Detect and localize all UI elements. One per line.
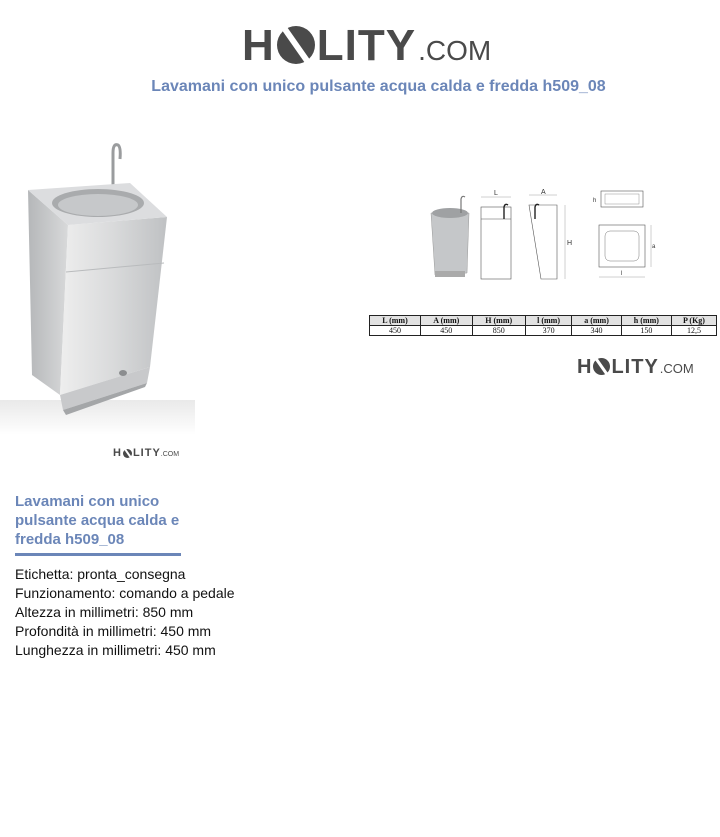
attribute-value: 450 mm: [165, 642, 216, 658]
page-title: Lavamani con unico pulsante acqua calda e fredda h509_08: [151, 78, 606, 95]
specs-header-row: [370, 316, 717, 326]
attribute-label: Lunghezza in millimetri: [15, 642, 158, 658]
photo-logo-suffix: .COM: [160, 451, 180, 458]
attribute-row: Funzionamento: comando a pedale: [15, 585, 235, 601]
attribute-label: Etichetta: [15, 566, 70, 582]
specs-value-cell: 850: [472, 326, 525, 336]
product-name: Lavamani con unico pulsante acqua calda e fredda h509_08: [15, 493, 180, 548]
attribute-value: 450 mm: [160, 623, 212, 639]
attribute-value: 850 mm: [142, 604, 194, 620]
product-photo: [0, 135, 195, 435]
logo-text-right: LITY: [316, 21, 417, 70]
attribute-row: Altezza in millimetri: 850 mm: [15, 604, 194, 620]
attribute-label: Funzionamento: [15, 585, 112, 601]
photo-logo-text-left: H: [113, 447, 122, 459]
logo-text-left: H: [242, 21, 275, 70]
specs-header-cell: l (mm): [525, 316, 572, 326]
specs-value-cell: 12,5: [671, 326, 716, 336]
photo-logo-text-right: LITY: [132, 447, 161, 459]
specs-header-cell: h (mm): [621, 316, 671, 326]
specs-header-cell: P (Kg): [671, 316, 716, 326]
specs-header-cell: a (mm): [572, 316, 621, 326]
specs-header-cell: A (mm): [420, 316, 472, 326]
diagram-logo-suffix: .COM: [659, 361, 694, 376]
holity-logo[interactable]: [242, 18, 491, 68]
attribute-label: Profondità in millimetri: [15, 623, 153, 639]
attribute-row: Etichetta: pronta_consegna: [15, 566, 186, 582]
diagram-logo-text-right: LITY: [611, 356, 659, 378]
attribute-row: Lunghezza in millimetri: 450 mm: [15, 642, 216, 658]
specs-value-cell: 450: [370, 326, 421, 336]
specs-header-cell: H (mm): [472, 316, 525, 326]
logo-suffix: .COM: [418, 35, 492, 66]
product-attributes: [15, 565, 235, 660]
drawing-label-a: a: [652, 244, 656, 250]
specs-table: [369, 315, 717, 336]
drawing-label-H: H: [567, 240, 573, 247]
specs-value-cell: 370: [525, 326, 572, 336]
photo-logo: [113, 448, 179, 459]
drawing-label-h: h: [593, 198, 597, 204]
diagram-logo-o-icon: [593, 358, 610, 375]
specs-value-cell: 450: [420, 326, 472, 336]
logo-o-icon: [277, 26, 315, 64]
drawing-label-A: A: [541, 189, 546, 196]
attribute-label: Altezza in millimetri: [15, 604, 135, 620]
product-name-underline: [15, 553, 181, 556]
attribute-value: pronta_consegna: [77, 566, 186, 582]
attribute-value: comando a pedale: [119, 585, 235, 601]
drawing-label-l: l: [621, 271, 623, 277]
drawing-label-L: L: [494, 190, 498, 197]
diagram-logo: [577, 357, 694, 377]
attribute-row: Profondità in millimetri: 450 mm: [15, 623, 212, 639]
specs-value-cell: 340: [572, 326, 621, 336]
specs-header-cell: L (mm): [370, 316, 421, 326]
photo-logo-o-icon: [123, 449, 132, 458]
specs-value-cell: 150: [621, 326, 671, 336]
technical-drawing: [425, 185, 665, 285]
specs-value-row: [370, 326, 717, 336]
diagram-logo-text-left: H: [577, 356, 593, 378]
